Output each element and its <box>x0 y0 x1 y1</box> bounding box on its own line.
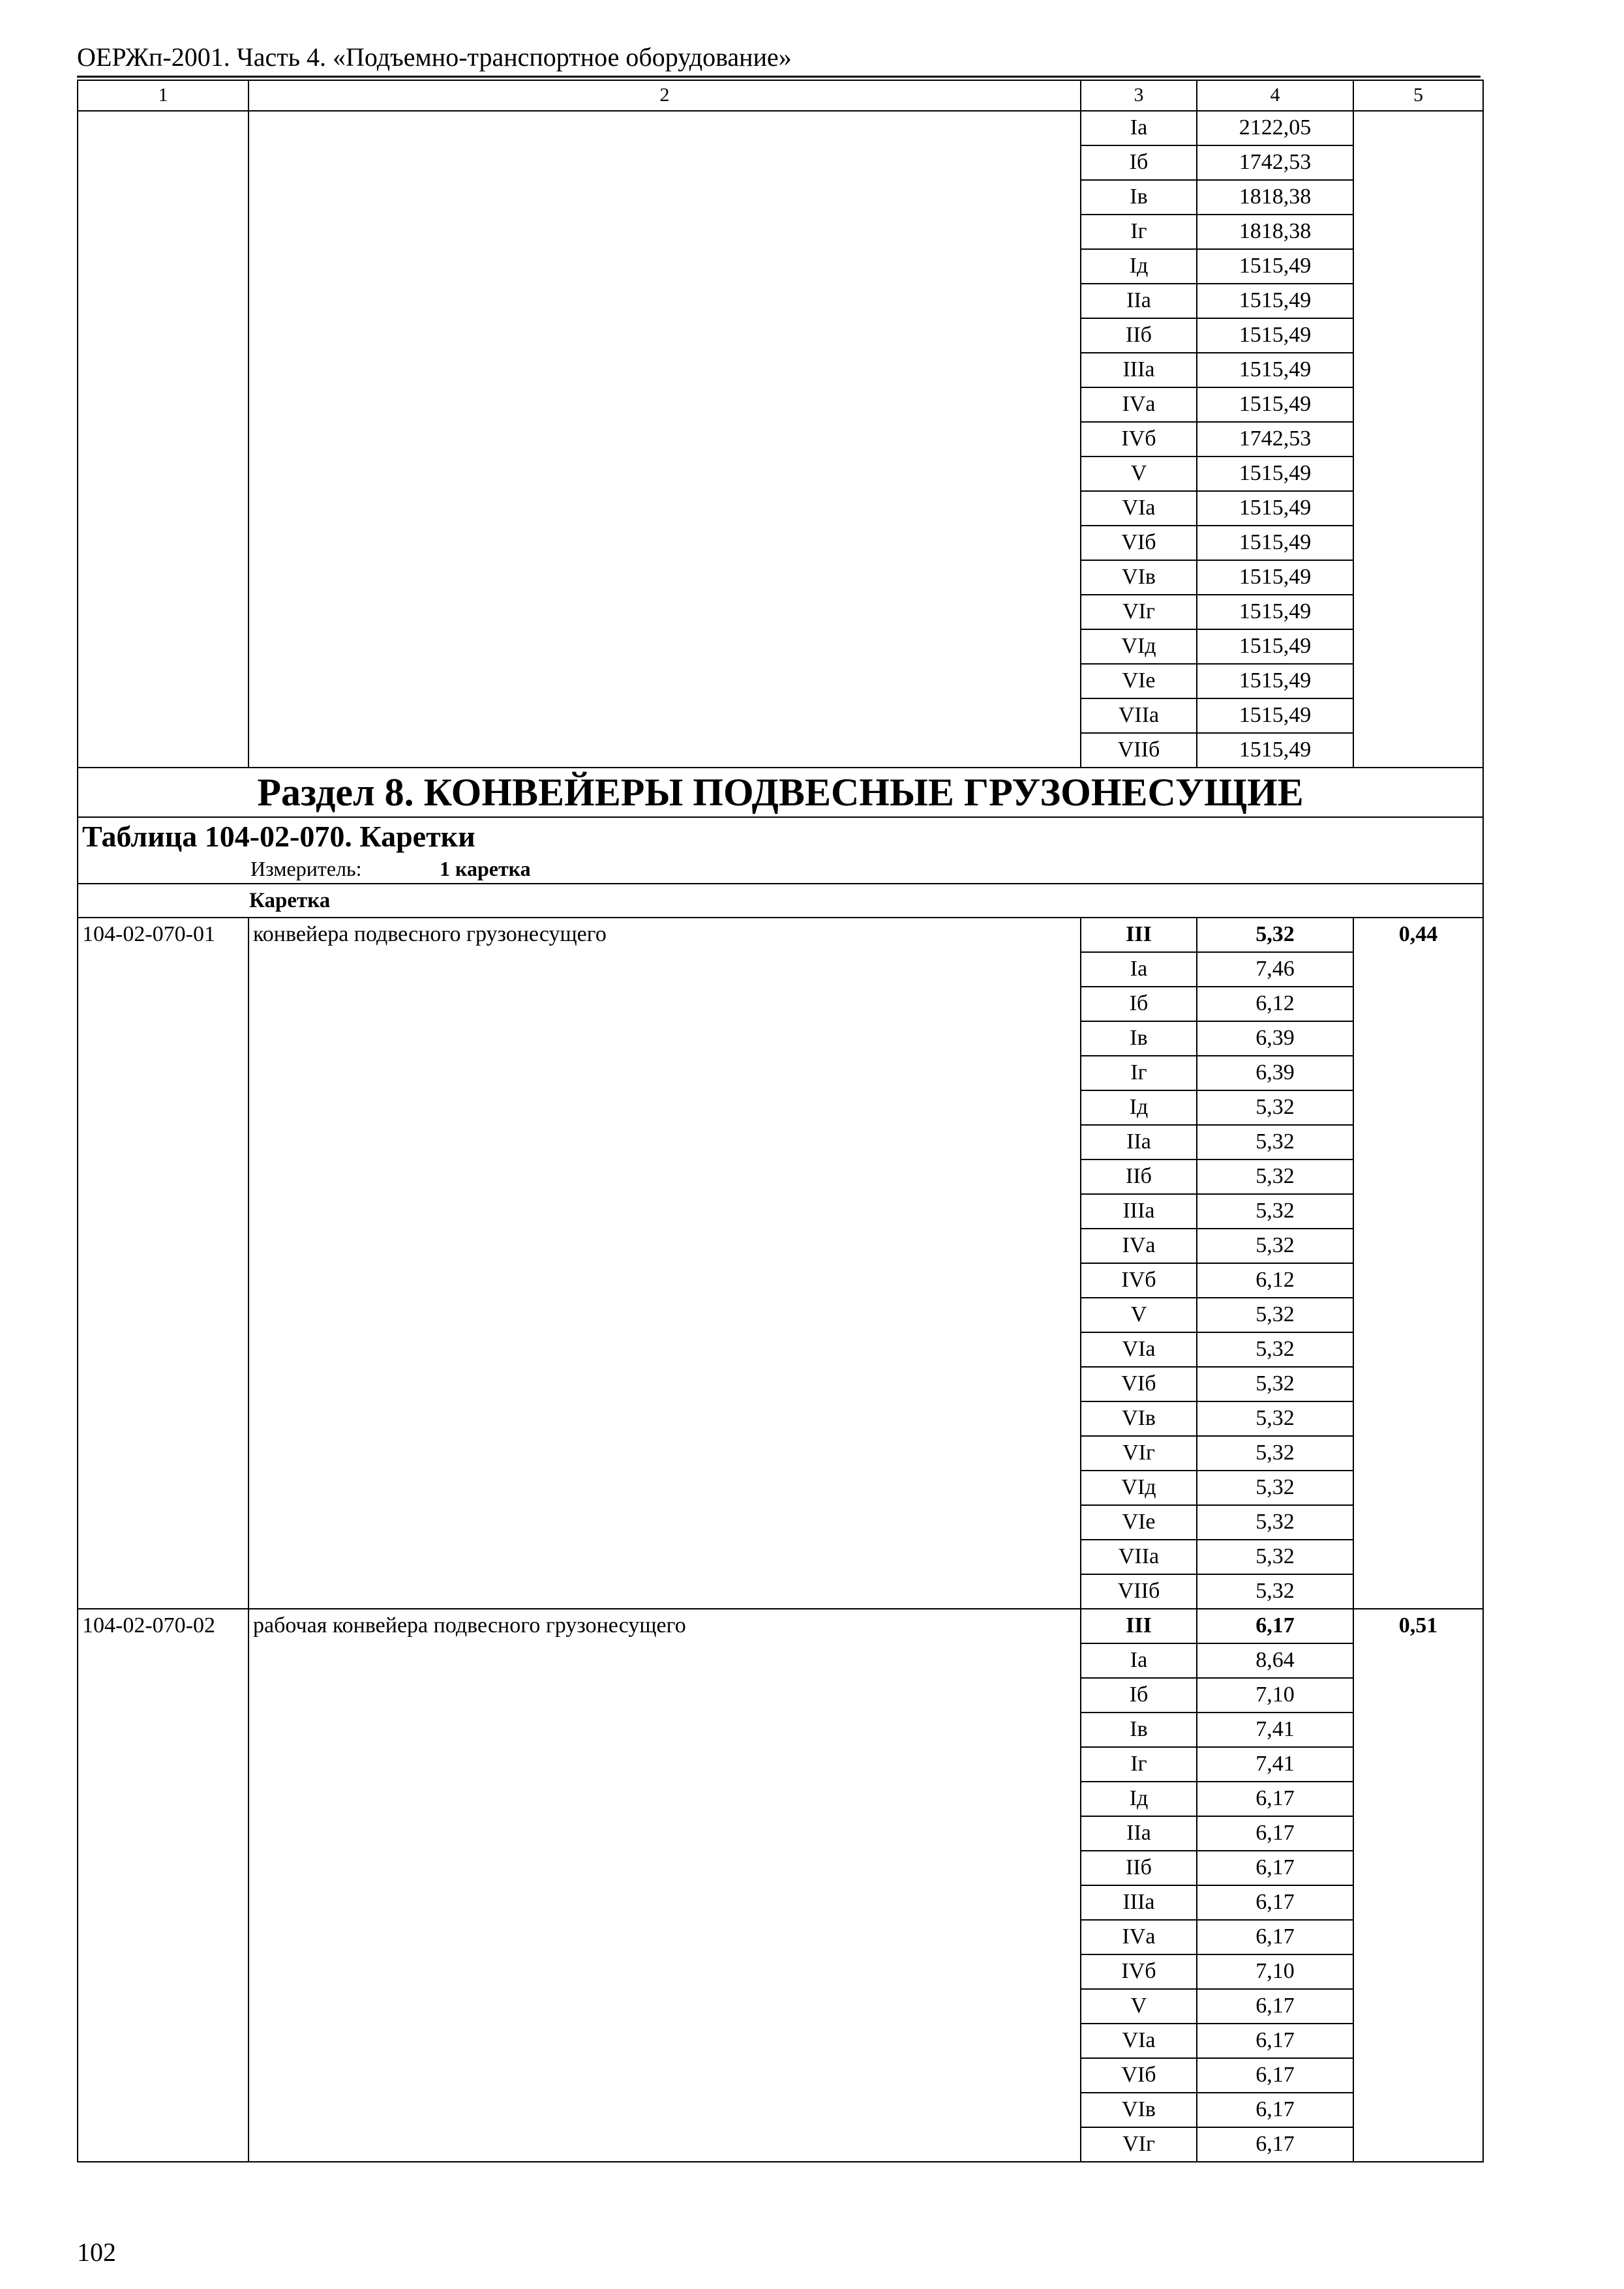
price-cell: 5,32 <box>1197 1367 1353 1401</box>
table-row <box>78 1609 1483 1643</box>
price-cell: 1742,53 <box>1197 145 1353 180</box>
column-number: 1 <box>78 80 248 111</box>
running-header: ОЕРЖп-2001. Часть 4. «Подъемно-транспортное оборудование» <box>77 42 1481 78</box>
column-number-row <box>78 80 1483 111</box>
zone-cell: VIб <box>1081 526 1197 560</box>
group-heading: Каретка <box>78 884 1483 918</box>
zone-cell: Iа <box>1081 1643 1197 1678</box>
zone-cell: IIа <box>1081 284 1197 318</box>
price-cell: 1515,49 <box>1197 387 1353 422</box>
zone-cell: VIIа <box>1081 1540 1197 1574</box>
price-cell: 6,12 <box>1197 1263 1353 1298</box>
zone-cell: IIIа <box>1081 1885 1197 1920</box>
zone-cell: IIIа <box>1081 353 1197 387</box>
price-cell: 5,32 <box>1197 1505 1353 1540</box>
zone-cell: VIе <box>1081 1505 1197 1540</box>
zone-cell: VIг <box>1081 595 1197 629</box>
zone-cell: IVа <box>1081 1229 1197 1263</box>
zone-cell: Iд <box>1081 249 1197 284</box>
zone-cell: Iб <box>1081 145 1197 180</box>
zone-cell: VIе <box>1081 664 1197 698</box>
zone-cell: IVб <box>1081 422 1197 456</box>
price-cell: 1515,49 <box>1197 353 1353 387</box>
price-cell: 6,39 <box>1197 1056 1353 1090</box>
zone-cell: Iд <box>1081 1090 1197 1125</box>
zone-cell: VIа <box>1081 491 1197 526</box>
price-cell: 5,32 <box>1197 1194 1353 1229</box>
price-cell: 7,41 <box>1197 1747 1353 1782</box>
price-cell: 5,32 <box>1197 918 1353 952</box>
zone-cell: VIв <box>1081 560 1197 595</box>
section-title: Раздел 8. КОНВЕЙЕРЫ ПОДВЕСНЫЕ ГРУЗОНЕСУЩИЕ <box>78 768 1483 817</box>
price-cell: 1515,49 <box>1197 249 1353 284</box>
zone-cell: III <box>1081 1609 1197 1643</box>
zone-cell: III <box>1081 918 1197 952</box>
item-extra: 0,44 <box>1353 918 1483 1609</box>
price-table <box>77 80 1484 2162</box>
price-cell: 7,46 <box>1197 952 1353 987</box>
zone-cell: IIа <box>1081 1816 1197 1851</box>
zone-cell: IVб <box>1081 1954 1197 1989</box>
name-cell-empty <box>248 111 1081 768</box>
zone-cell: VIг <box>1081 1436 1197 1471</box>
zone-cell: V <box>1081 456 1197 491</box>
zone-cell: Iг <box>1081 1056 1197 1090</box>
table-row <box>78 918 1483 952</box>
price-cell: 5,32 <box>1197 1540 1353 1574</box>
table-title-row <box>78 817 1483 884</box>
zone-cell: IIб <box>1081 1851 1197 1885</box>
price-cell: 1515,49 <box>1197 456 1353 491</box>
zone-cell: VIа <box>1081 1332 1197 1367</box>
price-cell: 5,32 <box>1197 1229 1353 1263</box>
item-code: 104-02-070-02 <box>78 1609 248 2162</box>
zone-cell: Iд <box>1081 1782 1197 1816</box>
item-name: конвейера подвесного грузонесущего <box>248 918 1081 1609</box>
zone-cell: VIб <box>1081 1367 1197 1401</box>
zone-cell: IIа <box>1081 1125 1197 1159</box>
section-title-row <box>78 768 1483 817</box>
zone-cell: VIв <box>1081 2093 1197 2127</box>
column-number: 4 <box>1197 80 1353 111</box>
meter-value: 1 каретка <box>440 857 531 880</box>
zone-cell: IVб <box>1081 1263 1197 1298</box>
zone-cell: Iв <box>1081 1713 1197 1747</box>
code-cell-empty <box>78 111 248 768</box>
zone-cell: Iг <box>1081 215 1197 249</box>
item-extra: 0,51 <box>1353 1609 1483 2162</box>
price-cell: 5,32 <box>1197 1471 1353 1505</box>
price-cell: 6,12 <box>1197 987 1353 1021</box>
zone-cell: Iб <box>1081 1678 1197 1713</box>
column-number: 5 <box>1353 80 1483 111</box>
item-code: 104-02-070-01 <box>78 918 248 1609</box>
price-cell: 6,17 <box>1197 1782 1353 1816</box>
zone-cell: Iа <box>1081 952 1197 987</box>
price-cell: 5,32 <box>1197 1159 1353 1194</box>
zone-cell: Iа <box>1081 111 1197 145</box>
column-number: 3 <box>1081 80 1197 111</box>
zone-cell: VIб <box>1081 2058 1197 2093</box>
price-table-body <box>78 80 1483 2162</box>
price-cell: 1515,49 <box>1197 629 1353 664</box>
zone-cell: V <box>1081 1989 1197 2024</box>
price-cell: 5,32 <box>1197 1401 1353 1436</box>
price-cell: 7,10 <box>1197 1678 1353 1713</box>
price-cell: 1515,49 <box>1197 698 1353 733</box>
price-cell: 1515,49 <box>1197 526 1353 560</box>
price-cell: 1515,49 <box>1197 284 1353 318</box>
price-cell: 5,32 <box>1197 1574 1353 1609</box>
price-cell: 1818,38 <box>1197 215 1353 249</box>
zone-cell: VIIб <box>1081 1574 1197 1609</box>
price-cell: 1515,49 <box>1197 318 1353 353</box>
price-cell: 6,17 <box>1197 1885 1353 1920</box>
price-cell: 6,17 <box>1197 2093 1353 2127</box>
price-cell: 1742,53 <box>1197 422 1353 456</box>
table-title: Таблица 104-02-070. Каретки <box>82 820 475 853</box>
price-cell: 6,17 <box>1197 1989 1353 2024</box>
zone-cell: Iв <box>1081 180 1197 215</box>
meter-label: Измеритель: <box>250 857 362 880</box>
price-cell: 6,17 <box>1197 2127 1353 2162</box>
zone-cell: VIд <box>1081 1471 1197 1505</box>
item-name: рабочая конвейера подвесного грузонесущего <box>248 1609 1081 2162</box>
price-cell: 5,32 <box>1197 1332 1353 1367</box>
zone-cell: IIб <box>1081 318 1197 353</box>
zone-cell: Iв <box>1081 1021 1197 1056</box>
price-cell: 5,32 <box>1197 1298 1353 1332</box>
price-cell: 6,17 <box>1197 2024 1353 2058</box>
zone-cell: Iб <box>1081 987 1197 1021</box>
price-cell: 5,32 <box>1197 1090 1353 1125</box>
price-cell: 5,32 <box>1197 1436 1353 1471</box>
table-title-cell <box>78 817 1483 884</box>
zone-cell: VIIб <box>1081 733 1197 768</box>
zone-cell: VIв <box>1081 1401 1197 1436</box>
price-cell: 2122,05 <box>1197 111 1353 145</box>
price-cell: 6,17 <box>1197 1816 1353 1851</box>
price-cell: 6,17 <box>1197 2058 1353 2093</box>
price-cell: 1515,49 <box>1197 733 1353 768</box>
price-cell: 1515,49 <box>1197 595 1353 629</box>
price-cell: 6,17 <box>1197 1609 1353 1643</box>
price-cell: 6,17 <box>1197 1851 1353 1885</box>
price-cell: 1818,38 <box>1197 180 1353 215</box>
price-cell: 5,32 <box>1197 1125 1353 1159</box>
zone-cell: IIIа <box>1081 1194 1197 1229</box>
zone-cell: Iг <box>1081 1747 1197 1782</box>
price-cell: 7,41 <box>1197 1713 1353 1747</box>
price-cell: 6,39 <box>1197 1021 1353 1056</box>
column-number: 2 <box>248 80 1081 111</box>
extra-cell-empty <box>1353 111 1483 768</box>
zone-cell: IVа <box>1081 1920 1197 1954</box>
price-cell: 1515,49 <box>1197 491 1353 526</box>
zone-cell: IVа <box>1081 387 1197 422</box>
price-cell: 8,64 <box>1197 1643 1353 1678</box>
zone-cell: IIб <box>1081 1159 1197 1194</box>
zone-cell: V <box>1081 1298 1197 1332</box>
price-cell: 6,17 <box>1197 1920 1353 1954</box>
price-cell: 1515,49 <box>1197 664 1353 698</box>
group-heading-row <box>78 884 1483 918</box>
page-number: 102 <box>77 2237 116 2267</box>
price-cell: 7,10 <box>1197 1954 1353 1989</box>
meter-line <box>82 854 1479 883</box>
zone-cell: VIIа <box>1081 698 1197 733</box>
price-cell: 1515,49 <box>1197 560 1353 595</box>
zone-cell: VIа <box>1081 2024 1197 2058</box>
zone-cell: VIд <box>1081 629 1197 664</box>
table-row <box>78 111 1483 145</box>
zone-cell: VIг <box>1081 2127 1197 2162</box>
